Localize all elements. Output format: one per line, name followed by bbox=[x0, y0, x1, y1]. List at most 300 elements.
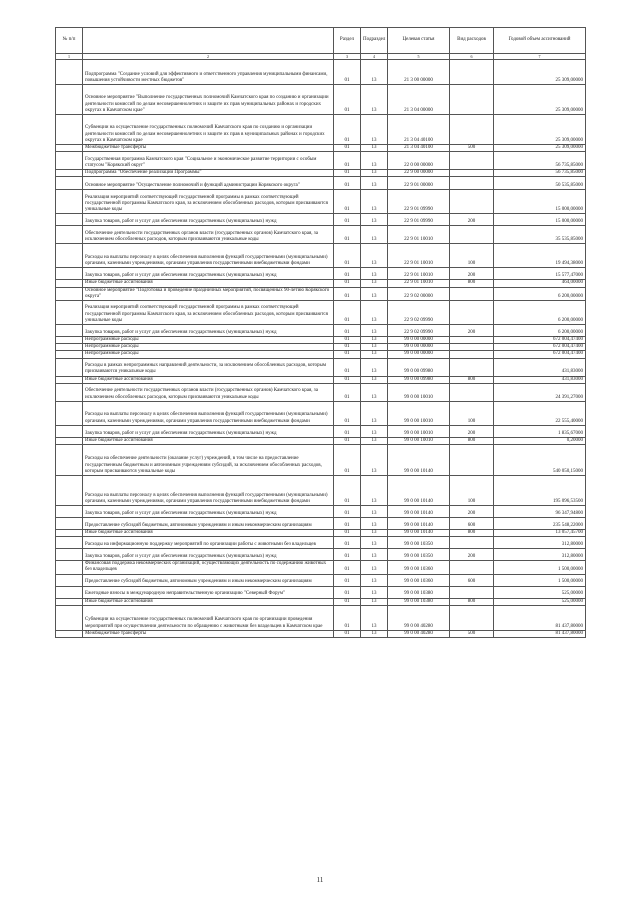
row-amount-cell: 540 050,15000 bbox=[494, 445, 586, 476]
row-number-cell bbox=[56, 574, 83, 586]
row-number-cell bbox=[56, 445, 83, 476]
row-name-cell: Расходы на выплаты персоналу в целях обеспечения выполнения функций государственными (муниципальными) органами, казенными учреждениями, органами управления государственными внебюджетными фондами bbox=[83, 476, 334, 506]
table-row bbox=[56, 561, 586, 574]
row-podrazdel-cell: 13 bbox=[361, 518, 388, 530]
row-razdel-cell: 01 bbox=[334, 506, 361, 518]
row-amount-cell: 1 500,00000 bbox=[494, 574, 586, 586]
row-amount-cell: 6 200,00000 bbox=[494, 287, 586, 300]
row-number-cell bbox=[56, 85, 83, 115]
col-podrazdel-header: Подраздел bbox=[361, 28, 388, 54]
row-vid-cell bbox=[450, 177, 494, 190]
row-number-cell bbox=[56, 351, 83, 358]
row-podrazdel-cell: 13 bbox=[361, 605, 388, 630]
row-amount-cell: 13 057,45700 bbox=[494, 530, 586, 537]
row-podrazdel-cell: 13 bbox=[361, 177, 388, 190]
row-podrazdel-cell: 13 bbox=[361, 445, 388, 476]
row-number-cell bbox=[56, 476, 83, 506]
row-vid-cell bbox=[450, 344, 494, 351]
row-razdel-cell: 01 bbox=[334, 152, 361, 170]
row-vid-cell: 800 bbox=[450, 437, 494, 444]
row-amount-cell: 0,20000 bbox=[494, 437, 586, 444]
row-vid-cell bbox=[450, 561, 494, 574]
row-vid-cell bbox=[450, 445, 494, 476]
row-podrazdel-cell: 13 bbox=[361, 549, 388, 561]
row-name-cell: Расходы на обеспечение деятельности (оказание услуг) учреждений, в том числе на предоставление государственным бюджетным и автономным учреждениям субсидий, за исключением обособленных расходов, которым присваиваются уникальные коды bbox=[83, 445, 334, 476]
row-name-cell: Закупка товаров, работ и услуг для обеспечения государственных (муниципальных) нужд bbox=[83, 425, 334, 437]
row-article-cell: 99 0 00 00000 bbox=[388, 344, 450, 351]
row-number-cell bbox=[56, 152, 83, 170]
row-article-cell: 99 0 00 10010 bbox=[388, 383, 450, 401]
table-row bbox=[56, 60, 586, 85]
row-amount-cell: 6 200,00000 bbox=[494, 325, 586, 337]
row-razdel-cell: 01 bbox=[334, 60, 361, 85]
row-razdel-cell: 01 bbox=[334, 376, 361, 383]
row-razdel-cell: 01 bbox=[334, 437, 361, 444]
row-podrazdel-cell: 13 bbox=[361, 287, 388, 300]
row-article-cell: 22 9 01 09990 bbox=[388, 214, 450, 226]
table-row bbox=[56, 518, 586, 530]
row-vid-cell: 200 bbox=[450, 214, 494, 226]
row-name-cell: Межбюджетные трансферты bbox=[83, 630, 334, 637]
row-name-cell: Непрограммные расходы bbox=[83, 351, 334, 358]
row-article-cell: 99 0 00 10010 bbox=[388, 425, 450, 437]
row-razdel-cell: 01 bbox=[334, 383, 361, 401]
row-number-cell bbox=[56, 301, 83, 325]
row-name-cell: Закупка товаров, работ и услуг для обеспечения государственных (муниципальных) нужд bbox=[83, 325, 334, 337]
row-amount-cell: 15 000,00000 bbox=[494, 214, 586, 226]
row-amount-cell: 81 437,80000 bbox=[494, 630, 586, 637]
row-number-cell bbox=[56, 337, 83, 344]
row-podrazdel-cell: 13 bbox=[361, 226, 388, 244]
row-number-cell bbox=[56, 344, 83, 351]
row-vid-cell bbox=[450, 586, 494, 598]
table-row bbox=[56, 280, 586, 287]
col-vid-header: Вид расходов bbox=[450, 28, 494, 54]
row-name-cell: Расходы на выплаты персоналу в целях обеспечения выполнения функций государственными (муниципальными) органами, казенными учреждениями, органами управления государственными внебюджетными фондами bbox=[83, 244, 334, 268]
row-article-cell: 99 0 00 10140 bbox=[388, 445, 450, 476]
row-number-cell bbox=[56, 518, 83, 530]
row-name-cell: Обеспечение деятельности государственных органов власти (государственных органов) Камчатского края, за исключением обособленных расходов, которым присваиваются уникальные коды bbox=[83, 383, 334, 401]
row-number-cell bbox=[56, 60, 83, 85]
row-article-cell: 22 9 01 00000 bbox=[388, 177, 450, 190]
row-podrazdel-cell: 13 bbox=[361, 586, 388, 598]
row-amount-cell: 464,00000 bbox=[494, 280, 586, 287]
row-podrazdel-cell: 13 bbox=[361, 170, 388, 177]
row-razdel-cell: 01 bbox=[334, 518, 361, 530]
row-vid-cell: 100 bbox=[450, 244, 494, 268]
table-row bbox=[56, 530, 586, 537]
row-vid-cell: 200 bbox=[450, 506, 494, 518]
row-podrazdel-cell: 13 bbox=[361, 268, 388, 280]
row-podrazdel-cell: 13 bbox=[361, 437, 388, 444]
row-vid-cell: 500 bbox=[450, 630, 494, 637]
row-name-cell: Расходы в рамках непрограммных направлений деятельности, за исключением обособленных расходов, которым присваиваются уникальные коды bbox=[83, 358, 334, 376]
row-article-cell: 99 0 00 10360 bbox=[388, 574, 450, 586]
row-amount-cell: 24 391,27000 bbox=[494, 383, 586, 401]
row-amount-cell: 1 500,00000 bbox=[494, 561, 586, 574]
row-vid-cell: 800 bbox=[450, 376, 494, 383]
row-name-cell: Закупка товаров, работ и услуг для обеспечения государственных (муниципальных) нужд bbox=[83, 214, 334, 226]
row-article-cell: 99 0 00 10010 bbox=[388, 437, 450, 444]
table-row bbox=[56, 301, 586, 325]
row-amount-cell: 25 309,00000 bbox=[494, 85, 586, 115]
table-row bbox=[56, 170, 586, 177]
row-podrazdel-cell: 13 bbox=[361, 537, 388, 549]
row-razdel-cell: 01 bbox=[334, 268, 361, 280]
row-number-cell bbox=[56, 383, 83, 401]
row-razdel-cell: 01 bbox=[334, 115, 361, 145]
row-article-cell: 22 9 01 09990 bbox=[388, 190, 450, 214]
row-podrazdel-cell: 13 bbox=[361, 401, 388, 425]
row-article-cell: 99 0 00 10350 bbox=[388, 549, 450, 561]
row-amount-cell: 25 309,00000 bbox=[494, 115, 586, 145]
row-amount-cell: 6 200,00000 bbox=[494, 301, 586, 325]
row-article-cell: 22 9 02 00000 bbox=[388, 287, 450, 300]
row-number-cell bbox=[56, 244, 83, 268]
row-vid-cell: 200 bbox=[450, 549, 494, 561]
row-article-cell: 99 0 00 00000 bbox=[388, 351, 450, 358]
row-vid-cell bbox=[450, 152, 494, 170]
row-amount-cell: 15 577,47000 bbox=[494, 268, 586, 280]
row-number-cell bbox=[56, 561, 83, 574]
row-razdel-cell: 01 bbox=[334, 586, 361, 598]
row-podrazdel-cell: 13 bbox=[361, 358, 388, 376]
row-vid-cell: 200 bbox=[450, 425, 494, 437]
table-row bbox=[56, 630, 586, 637]
row-podrazdel-cell: 13 bbox=[361, 152, 388, 170]
row-vid-cell bbox=[450, 301, 494, 325]
row-vid-cell bbox=[450, 537, 494, 549]
row-podrazdel-cell: 13 bbox=[361, 376, 388, 383]
row-number-cell bbox=[56, 177, 83, 190]
row-podrazdel-cell: 13 bbox=[361, 85, 388, 115]
row-razdel-cell: 01 bbox=[334, 226, 361, 244]
table-row bbox=[56, 268, 586, 280]
row-amount-cell: 431,83000 bbox=[494, 358, 586, 376]
row-vid-cell bbox=[450, 115, 494, 145]
row-article-cell: 99 0 00 00000 bbox=[388, 337, 450, 344]
table-row bbox=[56, 85, 586, 115]
table-row bbox=[56, 506, 586, 518]
row-podrazdel-cell: 13 bbox=[361, 280, 388, 287]
row-number-cell bbox=[56, 214, 83, 226]
row-article-cell: 99 0 00 10140 bbox=[388, 518, 450, 530]
row-razdel-cell: 01 bbox=[334, 214, 361, 226]
budget-table bbox=[55, 27, 586, 638]
row-vid-cell bbox=[450, 170, 494, 177]
row-podrazdel-cell: 13 bbox=[361, 506, 388, 518]
row-number-cell bbox=[56, 115, 83, 145]
col-number-header: № п/п bbox=[56, 28, 83, 54]
row-article-cell: 21 3 04 40100 bbox=[388, 115, 450, 145]
row-vid-cell bbox=[450, 85, 494, 115]
row-podrazdel-cell: 13 bbox=[361, 214, 388, 226]
row-podrazdel-cell: 13 bbox=[361, 630, 388, 637]
row-name-cell: Ежегодные взносы в международную неправительственную организацию "Северный Форум" bbox=[83, 586, 334, 598]
row-vid-cell bbox=[450, 337, 494, 344]
table-row bbox=[56, 145, 586, 152]
row-vid-cell bbox=[450, 60, 494, 85]
row-podrazdel-cell: 13 bbox=[361, 244, 388, 268]
row-vid-cell: 800 bbox=[450, 280, 494, 287]
table-row bbox=[56, 598, 586, 605]
row-razdel-cell: 01 bbox=[334, 445, 361, 476]
row-article-cell: 99 0 00 10140 bbox=[388, 530, 450, 537]
row-podrazdel-cell: 13 bbox=[361, 425, 388, 437]
row-amount-cell: 22 555,40000 bbox=[494, 401, 586, 425]
row-amount-cell: 672 004,47400 bbox=[494, 351, 586, 358]
col-amount-header: Годовой объем ассигнований bbox=[494, 28, 586, 54]
row-amount-cell: 431,83000 bbox=[494, 376, 586, 383]
row-article-cell: 99 0 00 40280 bbox=[388, 605, 450, 630]
column-index: 6 bbox=[450, 54, 494, 60]
row-amount-cell: 672 004,47400 bbox=[494, 344, 586, 351]
table-row bbox=[56, 358, 586, 376]
row-name-cell: Непрограммные расходы bbox=[83, 344, 334, 351]
row-name-cell: Иные бюджетные ассигнования bbox=[83, 376, 334, 383]
row-number-cell bbox=[56, 226, 83, 244]
row-number-cell bbox=[56, 287, 83, 300]
row-vid-cell bbox=[450, 383, 494, 401]
row-name-cell: Подпрограмма "Обеспечение реализации Программы" bbox=[83, 170, 334, 177]
row-name-cell: Обеспечение деятельности государственных органов власти (государственных органов) Камчатского края, за исключением обособленных расходов, которым присваиваются уникальные коды bbox=[83, 226, 334, 244]
row-vid-cell bbox=[450, 351, 494, 358]
row-vid-cell: 600 bbox=[450, 518, 494, 530]
row-name-cell: Расходы на выплаты персоналу в целях обеспечения выполнения функций государственными (муниципальными) органами, казенными учреждениями, органами управления государственными внебюджетными фондами bbox=[83, 401, 334, 425]
row-podrazdel-cell: 13 bbox=[361, 190, 388, 214]
row-amount-cell: 312,80000 bbox=[494, 537, 586, 549]
col-razdel-header: Раздел bbox=[334, 28, 361, 54]
table-row bbox=[56, 115, 586, 145]
row-number-cell bbox=[56, 630, 83, 637]
row-name-cell: Закупка товаров, работ и услуг для обеспечения государственных (муниципальных) нужд bbox=[83, 268, 334, 280]
row-amount-cell: 35 535,85000 bbox=[494, 226, 586, 244]
row-number-cell bbox=[56, 549, 83, 561]
row-podrazdel-cell: 13 bbox=[361, 60, 388, 85]
row-name-cell: Подпрограмма "Создание условий для эффективного и ответственного управления муниципальными финансами, повышения устойчивости местных бюджетов" bbox=[83, 60, 334, 85]
row-article-cell: 99 0 00 10140 bbox=[388, 506, 450, 518]
row-razdel-cell: 01 bbox=[334, 630, 361, 637]
row-number-cell bbox=[56, 280, 83, 287]
row-razdel-cell: 01 bbox=[334, 605, 361, 630]
row-podrazdel-cell: 13 bbox=[361, 383, 388, 401]
column-index: 4 bbox=[361, 54, 388, 60]
table-row bbox=[56, 425, 586, 437]
row-vid-cell bbox=[450, 190, 494, 214]
row-article-cell: 99 0 00 10360 bbox=[388, 561, 450, 574]
column-index: 7 bbox=[494, 54, 586, 60]
row-article-cell: 99 0 00 10380 bbox=[388, 586, 450, 598]
col-article-header: Целевая статья bbox=[388, 28, 450, 54]
table-row bbox=[56, 287, 586, 300]
row-number-cell bbox=[56, 530, 83, 537]
row-name-cell: Субвенции на осуществление государственных полномочий Камчатского края по организации проведения мероприятий при осуществлении деятельности по обращению с животными без владельцев в Камчатском крае bbox=[83, 605, 334, 630]
row-number-cell bbox=[56, 425, 83, 437]
row-name-cell: Предоставление субсидий бюджетным, автономным учреждениям и иным некоммерческим организациям bbox=[83, 574, 334, 586]
row-podrazdel-cell: 13 bbox=[361, 476, 388, 506]
table-row bbox=[56, 244, 586, 268]
table-row bbox=[56, 376, 586, 383]
row-razdel-cell: 01 bbox=[334, 344, 361, 351]
row-podrazdel-cell: 13 bbox=[361, 344, 388, 351]
row-number-cell bbox=[56, 586, 83, 598]
row-article-cell: 21 3 04 40100 bbox=[388, 145, 450, 152]
row-amount-cell: 81 437,80000 bbox=[494, 605, 586, 630]
row-number-cell bbox=[56, 358, 83, 376]
table-row bbox=[56, 214, 586, 226]
row-razdel-cell: 01 bbox=[334, 561, 361, 574]
row-vid-cell: 800 bbox=[450, 530, 494, 537]
row-razdel-cell: 01 bbox=[334, 425, 361, 437]
row-name-cell: Иные бюджетные ассигнования bbox=[83, 437, 334, 444]
row-number-cell bbox=[56, 437, 83, 444]
row-number-cell bbox=[56, 190, 83, 214]
col-name-header bbox=[83, 28, 334, 54]
row-podrazdel-cell: 13 bbox=[361, 530, 388, 537]
row-podrazdel-cell: 13 bbox=[361, 337, 388, 344]
row-razdel-cell: 01 bbox=[334, 85, 361, 115]
table-body bbox=[56, 60, 586, 638]
row-number-cell bbox=[56, 401, 83, 425]
table-row bbox=[56, 445, 586, 476]
row-vid-cell: 200 bbox=[450, 268, 494, 280]
table-row bbox=[56, 325, 586, 337]
row-article-cell: 99 0 00 10010 bbox=[388, 401, 450, 425]
row-article-cell: 22 0 00 00000 bbox=[388, 152, 450, 170]
row-amount-cell: 56 735,85000 bbox=[494, 170, 586, 177]
row-razdel-cell: 01 bbox=[334, 401, 361, 425]
row-number-cell bbox=[56, 170, 83, 177]
table-row bbox=[56, 549, 586, 561]
row-amount-cell: 25 309,00000 bbox=[494, 60, 586, 85]
row-number-cell bbox=[56, 325, 83, 337]
row-amount-cell: 525,00000 bbox=[494, 598, 586, 605]
row-name-cell: Субвенции на осуществление государственных полномочий Камчатского края по созданию и организации деятельности комиссий по делам несовершеннолетних и защите их прав в муниципальных районах и городских округах в Камчатском крае bbox=[83, 115, 334, 145]
row-vid-cell: 200 bbox=[450, 325, 494, 337]
table-row bbox=[56, 152, 586, 170]
row-article-cell: 22 9 01 10010 bbox=[388, 280, 450, 287]
row-article-cell: 99 0 00 10380 bbox=[388, 598, 450, 605]
row-amount-cell: 15 000,00000 bbox=[494, 190, 586, 214]
row-name-cell: Закупка товаров, работ и услуг для обеспечения государственных (муниципальных) нужд bbox=[83, 506, 334, 518]
table-row bbox=[56, 383, 586, 401]
row-razdel-cell: 01 bbox=[334, 476, 361, 506]
row-name-cell: Государственная программа Камчатского края "Социальное и экономическое развитие территории с особым статусом "Корякский округ" bbox=[83, 152, 334, 170]
row-razdel-cell: 01 bbox=[334, 358, 361, 376]
row-podrazdel-cell: 13 bbox=[361, 351, 388, 358]
row-name-cell: Финансовая поддержка некоммерческих организаций, осуществляющих деятельность по содержанию животных без владельцев bbox=[83, 561, 334, 574]
row-number-cell bbox=[56, 537, 83, 549]
row-article-cell: 21 3 00 00000 bbox=[388, 60, 450, 85]
row-vid-cell bbox=[450, 605, 494, 630]
row-razdel-cell: 01 bbox=[334, 537, 361, 549]
row-article-cell: 99 0 00 40280 bbox=[388, 630, 450, 637]
row-name-cell: Иные бюджетные ассигнования bbox=[83, 598, 334, 605]
column-index: 5 bbox=[388, 54, 450, 60]
row-name-cell: Основное мероприятие "Выполнение государственных полномочий Камчатского края по созданию и организации деятельности комиссий по делам несовершеннолетних и защите их прав муниципальных районах и городских округах в Камчатском крае" bbox=[83, 85, 334, 115]
row-name-cell: Иные бюджетные ассигнования bbox=[83, 530, 334, 537]
row-amount-cell: 672 004,47400 bbox=[494, 337, 586, 344]
row-amount-cell: 96 347,94800 bbox=[494, 506, 586, 518]
row-razdel-cell: 01 bbox=[334, 598, 361, 605]
row-podrazdel-cell: 13 bbox=[361, 598, 388, 605]
row-article-cell: 22 9 02 09990 bbox=[388, 325, 450, 337]
row-amount-cell: 50 535,85000 bbox=[494, 177, 586, 190]
row-amount-cell: 525,00000 bbox=[494, 586, 586, 598]
row-podrazdel-cell: 13 bbox=[361, 145, 388, 152]
row-razdel-cell: 01 bbox=[334, 244, 361, 268]
page-number: 11 bbox=[316, 876, 324, 884]
column-index: 2 bbox=[83, 54, 334, 60]
row-razdel-cell: 01 bbox=[334, 351, 361, 358]
row-article-cell: 99 0 00 09980 bbox=[388, 376, 450, 383]
row-number-cell bbox=[56, 605, 83, 630]
row-article-cell: 99 0 00 09980 bbox=[388, 358, 450, 376]
row-vid-cell: 500 bbox=[450, 145, 494, 152]
table-row bbox=[56, 476, 586, 506]
row-podrazdel-cell: 13 bbox=[361, 301, 388, 325]
row-number-cell bbox=[56, 376, 83, 383]
row-razdel-cell: 01 bbox=[334, 325, 361, 337]
row-name-cell: Реализация мероприятий соответствующей государственной программы в рамках соответствующей государственной программы Камчатского края, за исключением обособленных расходов, которым присваиваются уникальные коды bbox=[83, 301, 334, 325]
row-name-cell: Непрограммные расходы bbox=[83, 337, 334, 344]
table-row bbox=[56, 437, 586, 444]
row-razdel-cell: 01 bbox=[334, 301, 361, 325]
row-amount-cell: 56 735,85000 bbox=[494, 152, 586, 170]
row-vid-cell bbox=[450, 287, 494, 300]
table-row bbox=[56, 574, 586, 586]
table-row bbox=[56, 401, 586, 425]
row-razdel-cell: 01 bbox=[334, 280, 361, 287]
row-podrazdel-cell: 13 bbox=[361, 325, 388, 337]
row-name-cell: Закупка товаров, работ и услуг для обеспечения государственных (муниципальных) нужд bbox=[83, 549, 334, 561]
table-row bbox=[56, 605, 586, 630]
row-article-cell: 22 9 01 10010 bbox=[388, 244, 450, 268]
row-number-cell bbox=[56, 598, 83, 605]
row-article-cell: 99 0 00 10350 bbox=[388, 537, 450, 549]
row-amount-cell: 1 835,67000 bbox=[494, 425, 586, 437]
row-vid-cell: 100 bbox=[450, 476, 494, 506]
row-name-cell: Расходы на информационную поддержку мероприятий по организации работы с животными без владельцев bbox=[83, 537, 334, 549]
row-number-cell bbox=[56, 506, 83, 518]
column-index: 3 bbox=[334, 54, 361, 60]
row-razdel-cell: 01 bbox=[334, 170, 361, 177]
row-amount-cell: 195 096,53500 bbox=[494, 476, 586, 506]
row-vid-cell bbox=[450, 358, 494, 376]
row-podrazdel-cell: 13 bbox=[361, 574, 388, 586]
table-row bbox=[56, 337, 586, 344]
row-razdel-cell: 01 bbox=[334, 549, 361, 561]
row-vid-cell: 800 bbox=[450, 598, 494, 605]
row-razdel-cell: 01 bbox=[334, 530, 361, 537]
row-vid-cell: 100 bbox=[450, 401, 494, 425]
table-row bbox=[56, 537, 586, 549]
row-razdel-cell: 01 bbox=[334, 574, 361, 586]
table-row bbox=[56, 190, 586, 214]
row-amount-cell: 19 494,38000 bbox=[494, 244, 586, 268]
row-name-cell: Реализация мероприятий соответствующей государственной программы в рамках соответствующей государственной программы Камчатского края, за исключением обособленных расходов, которым присваиваются уникальные коды bbox=[83, 190, 334, 214]
row-name-cell: Основное мероприятие "Подготовка и проведение праздничных мероприятий, посвященных 90-летию Корякского округа" bbox=[83, 287, 334, 300]
row-name-cell: Межбюджетные трансферты bbox=[83, 145, 334, 152]
row-article-cell: 22 9 00 00000 bbox=[388, 170, 450, 177]
row-article-cell: 22 9 01 10010 bbox=[388, 268, 450, 280]
row-razdel-cell: 01 bbox=[334, 337, 361, 344]
row-razdel-cell: 01 bbox=[334, 145, 361, 152]
column-index: 1 bbox=[56, 54, 83, 60]
row-vid-cell bbox=[450, 226, 494, 244]
row-amount-cell: 312,80000 bbox=[494, 549, 586, 561]
row-article-cell: 22 9 01 10010 bbox=[388, 226, 450, 244]
